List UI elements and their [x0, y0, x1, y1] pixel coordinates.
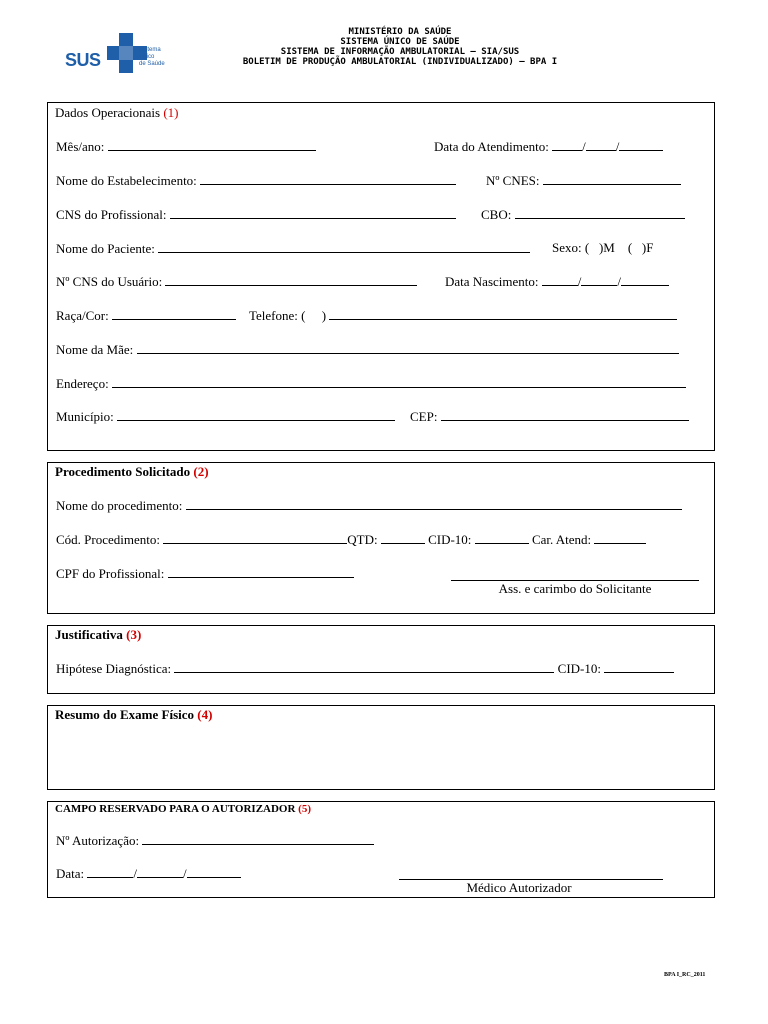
data-autorizacao-field[interactable]: Data: / / [56, 865, 241, 882]
cns-usuario-field[interactable]: Nº CNS do Usuário: [56, 273, 417, 290]
medico-autorizador-label: Médico Autorizador [466, 880, 572, 895]
cep-field[interactable]: CEP: [410, 408, 689, 425]
header-ministry: MINISTÉRIO DA SAÚDE [348, 27, 452, 37]
cnes-field[interactable]: Nº CNES: [486, 172, 681, 189]
nome-paciente-field[interactable]: Nome do Paciente: [56, 240, 530, 257]
section-5-title: CAMPO RESERVADO PARA O AUTORIZADOR (5) [55, 803, 311, 815]
section-1-title: Dados Operacionais (1) [55, 105, 179, 120]
municipio-field[interactable]: Município: [56, 408, 395, 425]
logo-subtitle: Sistema Único de Saúde [139, 47, 165, 67]
section-justificativa [47, 625, 715, 694]
section-autorizador [47, 801, 715, 898]
section-resumo-exame-fisico[interactable] [47, 705, 715, 790]
endereco-field[interactable]: Endereço: [56, 375, 686, 392]
document-header [150, 27, 650, 67]
mes-ano-field[interactable]: Mês/ano: [56, 138, 316, 155]
data-nascimento-field[interactable]: Data Nascimento: / / [445, 273, 669, 290]
telefone-field[interactable]: Telefone: ( ) [249, 307, 677, 324]
cod-procedimento-field[interactable]: Cód. Procedimento: QTD: CID-10: Car. Atend: [56, 531, 646, 548]
nome-estabelecimento-field[interactable]: Nome do Estabelecimento: [56, 172, 456, 189]
section-dados-operacionais [47, 102, 715, 451]
form-code: BPA I_RC_2011 [664, 972, 706, 978]
cpf-profissional-field[interactable]: CPF do Profissional: [56, 565, 354, 582]
cns-profissional-field[interactable]: CNS do Profissional: [56, 206, 456, 223]
section-4-title: Resumo do Exame Físico (4) [55, 707, 213, 722]
nome-procedimento-field[interactable]: Nome do procedimento: [56, 497, 682, 514]
raca-cor-field[interactable]: Raça/Cor: [56, 307, 236, 324]
header-info-system: SISTEMA DE INFORMAÇÃO AMBULATORIAL – SIA/SUS [280, 47, 520, 57]
logo-wordmark: SUS [65, 50, 101, 70]
header-system: SISTEMA ÚNICO DE SAÚDE [340, 37, 460, 47]
hipotese-diagnostica-field[interactable]: Hipótese Diagnóstica: CID-10: [56, 660, 674, 677]
section-2-title: Procedimento Solicitado (2) [55, 464, 209, 479]
cbo-field[interactable]: CBO: [481, 206, 685, 223]
sexo-field[interactable]: Sexo: ( )M ( )F [552, 240, 654, 255]
header-bulletin: BOLETIM DE PRODUÇÃO AMBULATORIAL (INDIVIDUALIZADO) – BPA I [242, 57, 558, 67]
section-procedimento-solicitado [47, 462, 715, 614]
solicitante-signature-label: Ass. e carimbo do Solicitante [498, 581, 652, 596]
nome-mae-field[interactable]: Nome da Mãe: [56, 341, 679, 358]
data-atendimento-field[interactable]: Data do Atendimento: / / [434, 138, 663, 155]
section-3-title: Justificativa (3) [55, 627, 142, 642]
numero-autorizacao-field[interactable]: Nº Autorização: [56, 832, 374, 849]
